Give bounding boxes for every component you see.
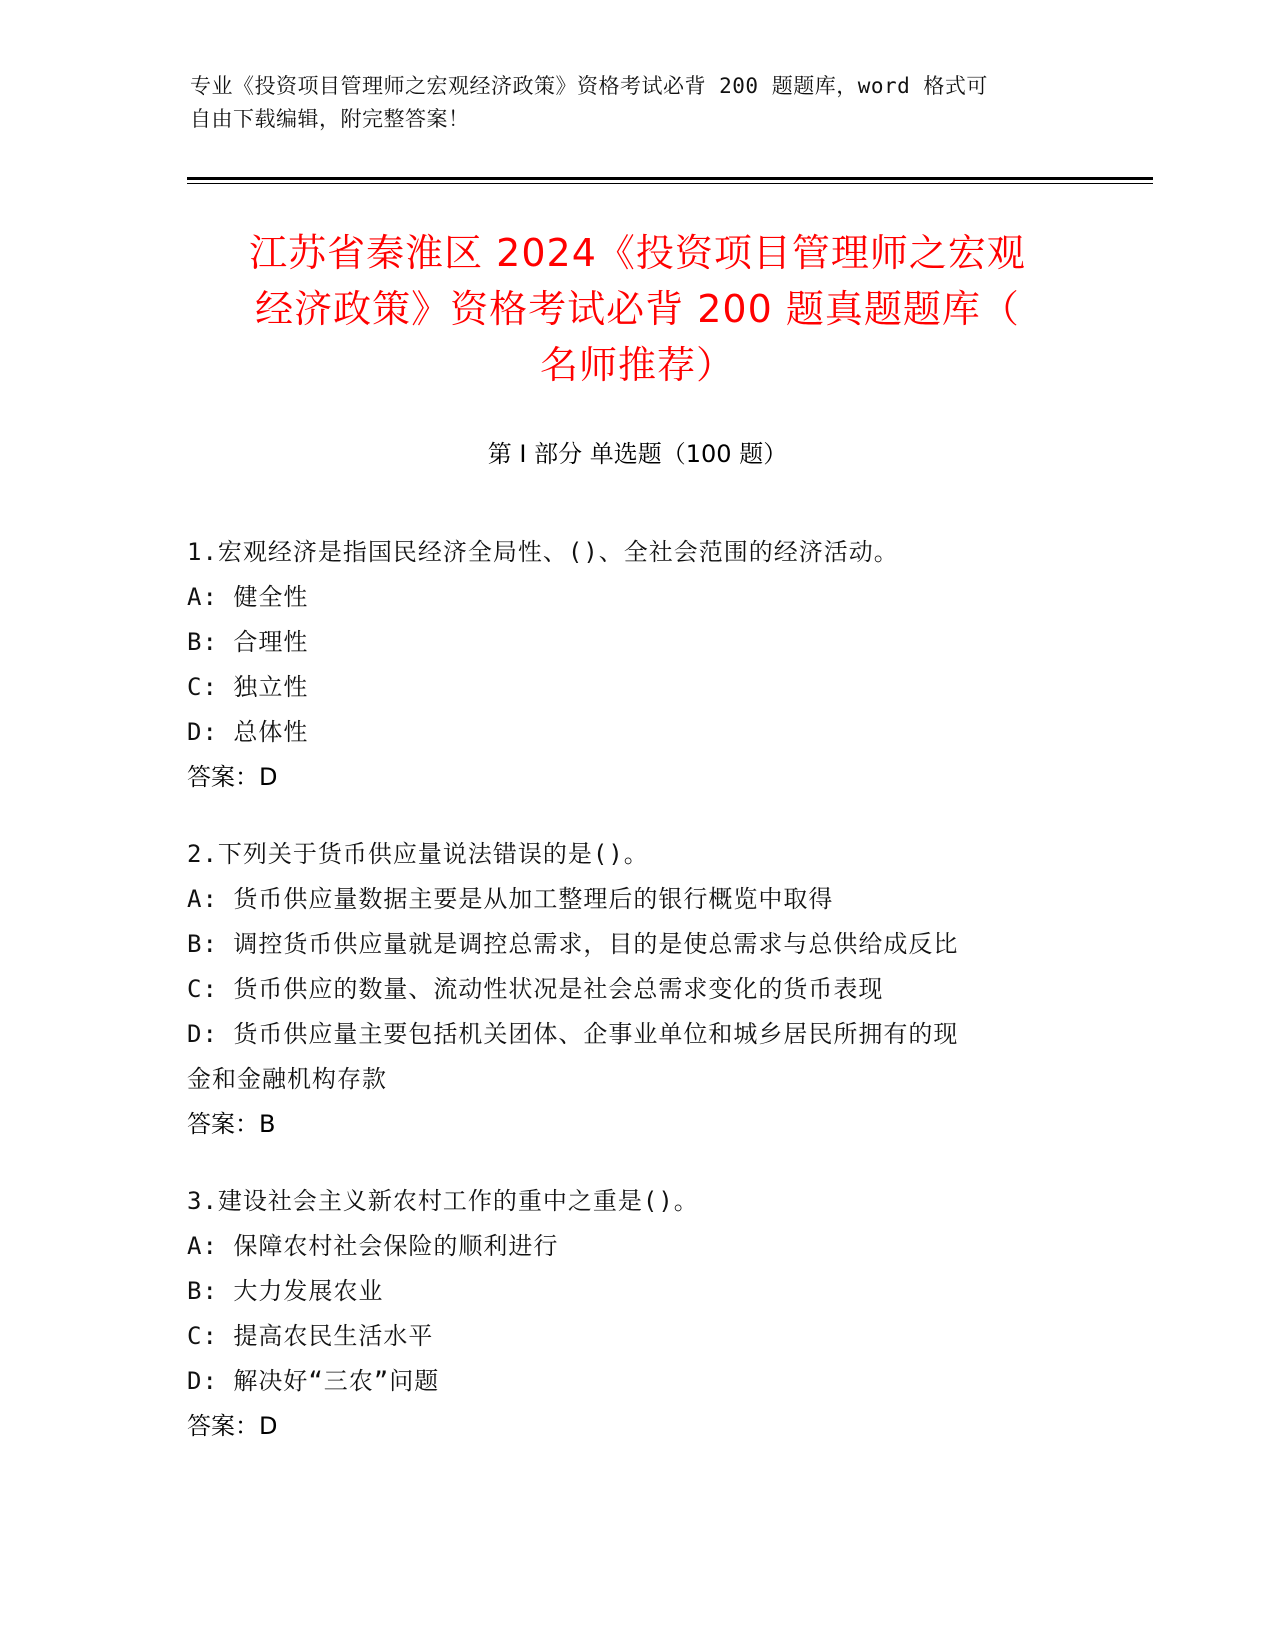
question-stem: 3.建设社会主义新农村工作的重中之重是()。 — [187, 1187, 699, 1215]
option-c: C: 提高农民生活水平 — [187, 1322, 434, 1350]
question-list — [187, 530, 1067, 1481]
option-b: B: 大力发展农业 — [187, 1277, 384, 1305]
section-heading: 第 I 部分 单选题（100 题） — [487, 440, 788, 468]
title-line-2: 经济政策》资格考试必背 200 题真题题库（ — [255, 287, 1020, 331]
question-stem: 2.下列关于货币供应量说法错误的是()。 — [187, 840, 649, 868]
answer: 答案：D — [187, 1412, 278, 1440]
option-c: C: 货币供应的数量、流动性状况是社会总需求变化的货币表现 — [187, 975, 884, 1003]
option-d-continued: 金和金融机构存款 — [187, 1065, 387, 1093]
option-a: A: 健全性 — [187, 583, 309, 611]
header-note-line-2: 自由下载编辑，附完整答案！ — [190, 107, 470, 131]
question-stem: 1.宏观经济是指国民经济全局性、()、全社会范围的经济活动。 — [187, 538, 899, 566]
header-rule-thin — [187, 183, 1153, 184]
answer: 答案：D — [187, 763, 278, 791]
header-rule-thick — [187, 177, 1153, 180]
option-d: D: 总体性 — [187, 718, 309, 746]
title-line-1: 江苏省秦淮区 2024《投资项目管理师之宏观 — [249, 231, 1026, 275]
document-title — [180, 225, 1095, 393]
option-c: C: 独立性 — [187, 673, 309, 701]
option-a: A: 保障农村社会保险的顺利进行 — [187, 1232, 559, 1260]
question-item — [187, 530, 1067, 800]
title-line-3: 名师推荐） — [539, 343, 735, 387]
header-note-line-1: 专业《投资项目管理师之宏观经济政策》资格考试必背 200 题题库，word 格式可 — [190, 74, 988, 98]
question-item — [187, 832, 1067, 1147]
option-d: D: 货币供应量主要包括机关团体、企事业单位和城乡居民所拥有的现 — [187, 1020, 959, 1048]
header-note — [190, 70, 1090, 136]
option-d: D: 解决好“三农”问题 — [187, 1367, 440, 1395]
question-item — [187, 1179, 1067, 1449]
answer: 答案：B — [187, 1110, 276, 1138]
option-b: B: 合理性 — [187, 628, 309, 656]
option-b: B: 调控货币供应量就是调控总需求，目的是使总需求与总供给成反比 — [187, 930, 959, 958]
option-a: A: 货币供应量数据主要是从加工整理后的银行概览中取得 — [187, 885, 834, 913]
